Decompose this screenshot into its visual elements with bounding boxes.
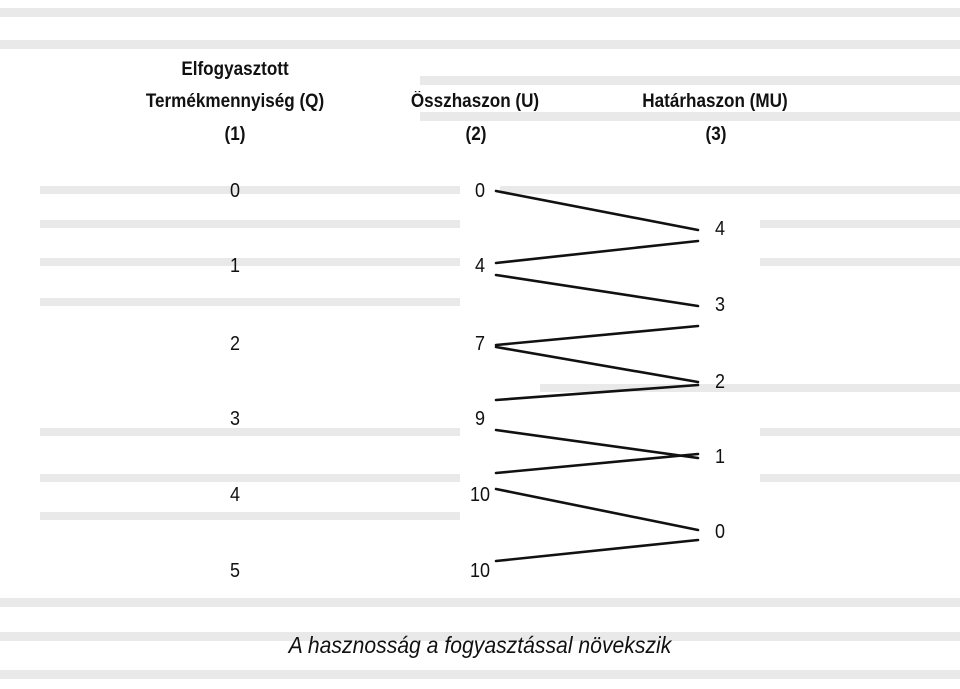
- u-value: 9: [474, 408, 486, 430]
- u-header: Összhaszon (U): [410, 91, 540, 112]
- u-value: 10: [469, 484, 491, 506]
- q-value: 2: [229, 333, 241, 355]
- q-header-line1: Elfogyasztott: [181, 59, 289, 80]
- q-value: 5: [229, 560, 241, 582]
- q-value: 1: [229, 255, 241, 277]
- connector-line: [496, 241, 698, 263]
- connector-line: [496, 347, 698, 382]
- q-column-number: (1): [224, 124, 246, 145]
- mu-value: 1: [714, 446, 726, 468]
- mu-column-number: (3): [705, 124, 727, 145]
- mu-value: 2: [714, 371, 726, 393]
- connector-line: [496, 540, 698, 561]
- u-column-number: (2): [465, 124, 487, 145]
- mu-value: 3: [714, 294, 726, 316]
- u-value: 4: [474, 255, 486, 277]
- figure-caption: A hasznosság a fogyasztással növekszik: [288, 632, 672, 658]
- q-value: 4: [229, 484, 241, 506]
- connector-line: [496, 191, 698, 230]
- q-header-line2: Termékmennyiség (Q): [145, 91, 325, 112]
- mu-value: 4: [714, 218, 726, 240]
- u-value: 0: [474, 180, 486, 202]
- connector-line: [496, 385, 698, 400]
- mu-header: Határhaszon (MU): [642, 91, 788, 112]
- connector-line: [496, 454, 698, 473]
- connector-line: [496, 430, 698, 458]
- q-value: 0: [229, 180, 241, 202]
- connector-line: [496, 326, 698, 345]
- u-value: 7: [474, 333, 486, 355]
- connector-line: [496, 275, 698, 306]
- u-value: 10: [469, 560, 491, 582]
- q-value: 3: [229, 408, 241, 430]
- connector-line: [496, 489, 698, 530]
- mu-value: 0: [714, 521, 726, 543]
